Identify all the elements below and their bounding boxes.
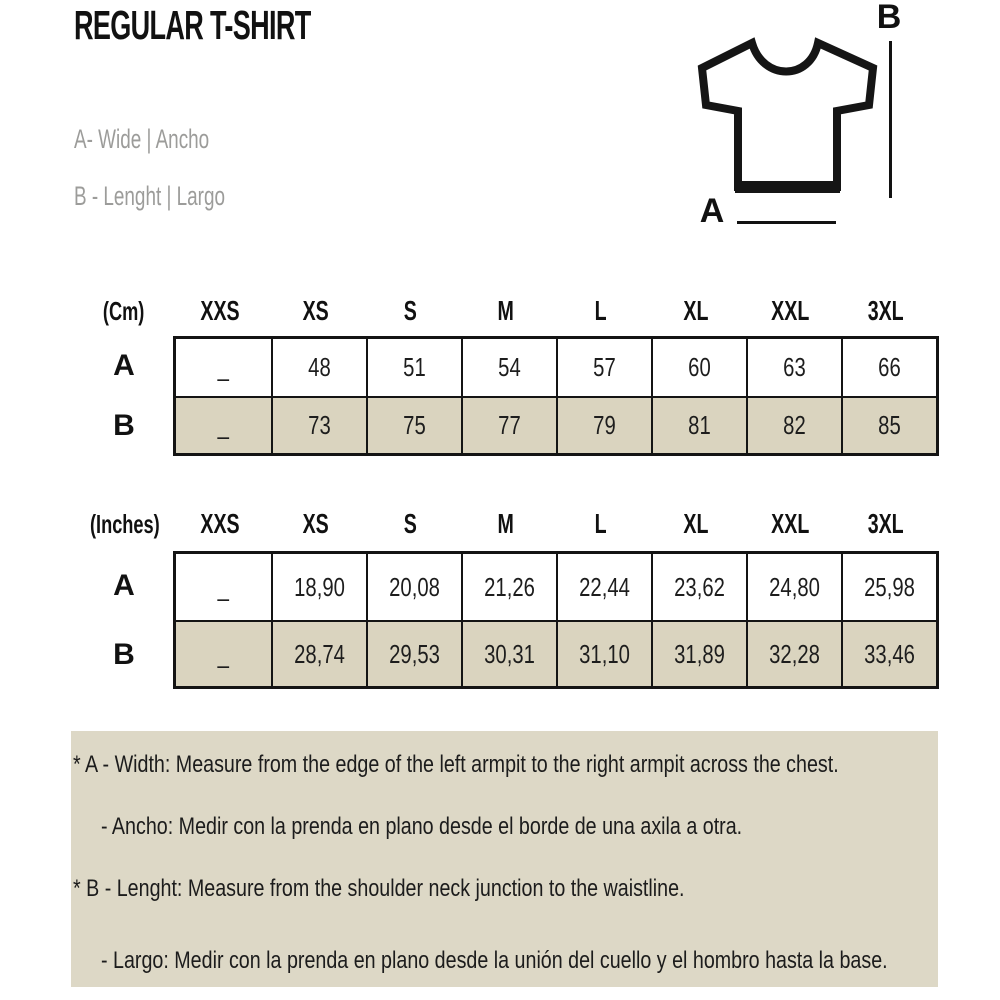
table-cell: 75 [366,396,461,453]
table-cell: 23,62 [651,554,746,620]
size-column-header: XS [302,508,329,539]
size-column-header: S [403,508,418,539]
table-cell: 29,53 [366,620,461,686]
size-column-header: 3XL [867,295,904,326]
table-cell: 30,31 [461,620,556,686]
table-cell: _ [217,571,230,602]
row-label: A [113,568,135,602]
row-label: A [113,349,135,382]
table-cell: 85 [841,396,936,453]
size-column-header: XL [682,295,709,326]
legend-width-label: A- Wide | Ancho [74,124,210,154]
row-label: B [113,637,135,671]
table-cell: 21,26 [461,554,556,620]
tshirt-diagram [695,0,910,240]
note-line: - Ancho: Medir con la prenda en plano desde el borde de una axila a otra. [101,813,743,840]
row-label: B [113,409,135,442]
size-table-inches [75,501,939,689]
table-cell: 79 [556,396,651,453]
table-cell: 63 [746,339,841,396]
table-cell: 22,44 [556,554,651,620]
row-labels [75,336,173,456]
width-dim-line [737,221,836,224]
size-column-header: M [497,508,514,539]
table-cell: 73 [271,396,366,453]
table-cell: _ [176,620,271,686]
length-dim-label: B [876,0,902,36]
size-column-header: XS [302,295,329,326]
size-table-cm [75,290,939,456]
table-cell: 77 [461,396,556,453]
table-cell: 24,80 [746,554,841,620]
table-cell: _ [217,352,230,382]
table-cell: 54 [461,339,556,396]
row-labels [75,551,173,689]
table-cell: 32,28 [746,620,841,686]
table-cell: _ [176,396,271,453]
table-cell: 81 [651,396,746,453]
unit-label: (Inches) [89,508,160,539]
table-cell: 33,46 [841,620,936,686]
size-column-header: XXL [771,508,810,539]
page-title: REGULAR T-SHIRT [74,2,311,48]
size-table-cm-header [75,290,939,332]
size-column-header: XXS [200,508,241,539]
note-line: * B - Lenght: Measure from the shoulder neck junction to the waistline. [73,875,685,902]
table-cell: 48 [271,339,366,396]
table-cell: 51 [366,339,461,396]
table-cell: 20,08 [366,554,461,620]
width-dim-label: A [699,192,725,230]
notes-panel [71,731,938,987]
table-cell: 82 [746,396,841,453]
size-column-header: 3XL [867,508,904,539]
size-column-header: XXS [200,295,241,326]
size-table-inches-header [75,501,939,547]
table-cell: 18,90 [271,554,366,620]
table-cell: 66 [841,339,936,396]
table-cell: 57 [556,339,651,396]
table-cell: 31,89 [651,620,746,686]
size-column-header: S [403,295,418,326]
size-table-cm-cells [173,336,939,456]
tshirt-icon [695,35,881,199]
length-dim-line [889,41,892,198]
size-table-inches-cells [173,551,939,689]
size-column-header: L [594,295,607,326]
table-cell: 25,98 [841,554,936,620]
table-cell: 31,10 [556,620,651,686]
size-column-header: M [497,295,514,326]
note-line: * A - Width: Measure from the edge of the left armpit to the right armpit across the chest. [73,751,839,778]
legend-length-label: B - Lenght | Largo [74,181,225,211]
size-column-header: XXL [771,295,810,326]
table-cell: 28,74 [271,620,366,686]
note-line: - Largo: Medir con la prenda en plano desde la unión del cuello y el hombro hasta la base. [101,947,888,974]
unit-label: (Cm) [103,295,145,326]
size-column-header: L [594,508,607,539]
table-cell: 60 [651,339,746,396]
size-column-header: XL [682,508,709,539]
